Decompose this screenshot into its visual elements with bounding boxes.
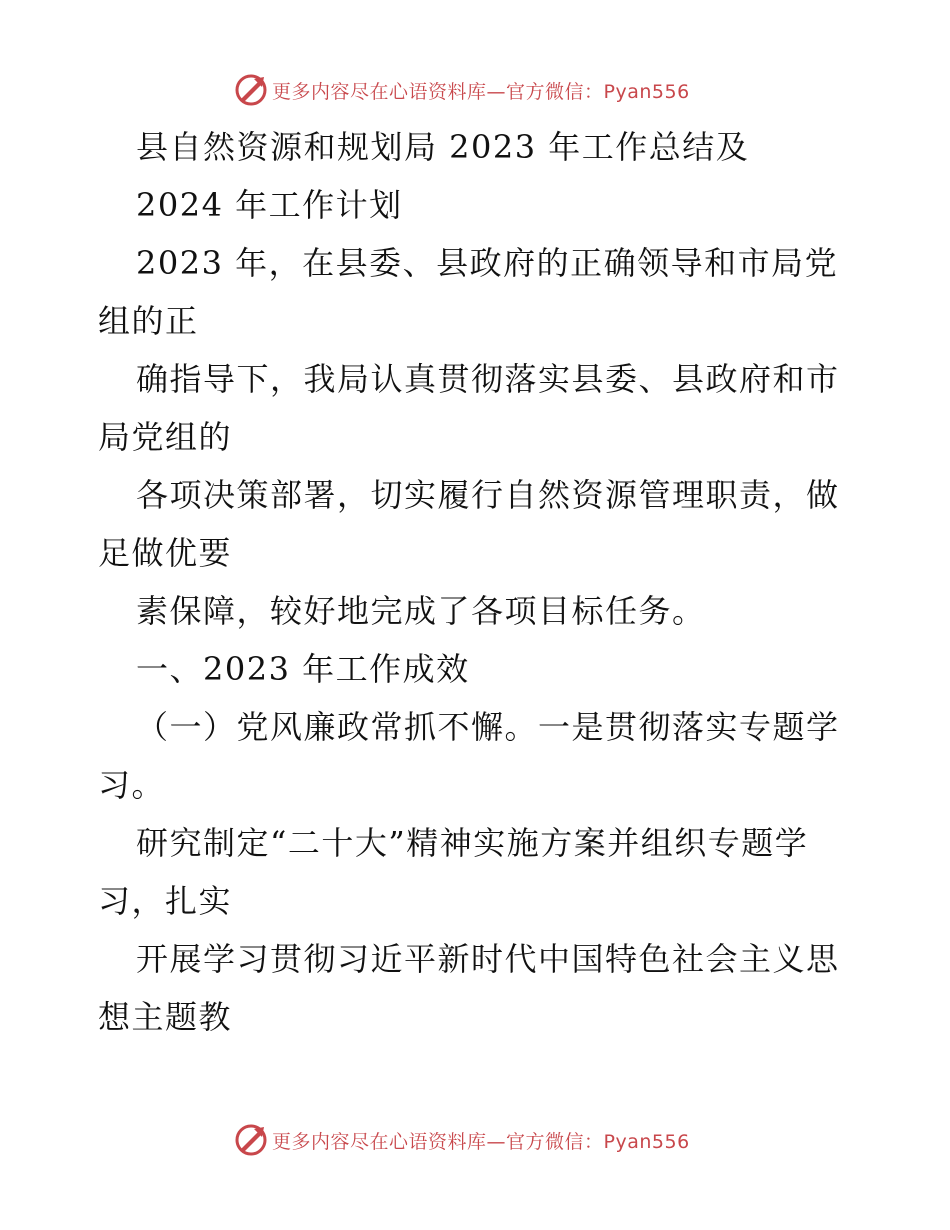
subsection-line: （一）党风廉政常抓不懈。一是贯彻落实专题学 — [136, 708, 840, 746]
document-body — [98, 118, 858, 1046]
paragraph-line: 习。 — [98, 766, 166, 804]
paragraph-line: 确指导下，我局认真贯彻落实县委、县政府和市 — [136, 360, 840, 398]
paragraph-line: 各项决策部署，切实履行自然资源管理职责，做 — [136, 476, 840, 514]
document-title-line-2: 2024 年工作计划 — [136, 186, 403, 224]
pen-logo-icon — [234, 1123, 268, 1157]
document-title-line-1: 县自然资源和规划局 2023 年工作总结及 — [136, 128, 750, 166]
watermark-text: 更多内容尽在心语资料库—官方微信：Pyan556 — [272, 80, 690, 103]
paragraph-line: 素保障，较好地完成了各项目标任务。 — [136, 592, 706, 630]
watermark-text: 更多内容尽在心语资料库—官方微信：Pyan556 — [272, 1130, 690, 1153]
paragraph-line: 2023 年，在县委、县政府的正确领导和市局党 — [136, 244, 839, 282]
paragraph-line: 组的正 — [98, 302, 199, 340]
paragraph-line: 习，扎实 — [98, 882, 233, 920]
paragraph-line: 足做优要 — [98, 534, 233, 572]
paragraph-line: 研究制定“二十大”精神实施方案并组织专题学 — [136, 824, 809, 862]
section-heading: 一、2023 年工作成效 — [136, 650, 470, 688]
footer-watermark — [234, 1122, 690, 1158]
paragraph-line: 想主题教 — [98, 998, 233, 1036]
paragraph-line: 局党组的 — [98, 418, 233, 456]
paragraph-line: 开展学习贯彻习近平新时代中国特色社会主义思 — [136, 940, 840, 978]
pen-logo-icon — [234, 73, 268, 107]
header-watermark — [234, 72, 690, 108]
